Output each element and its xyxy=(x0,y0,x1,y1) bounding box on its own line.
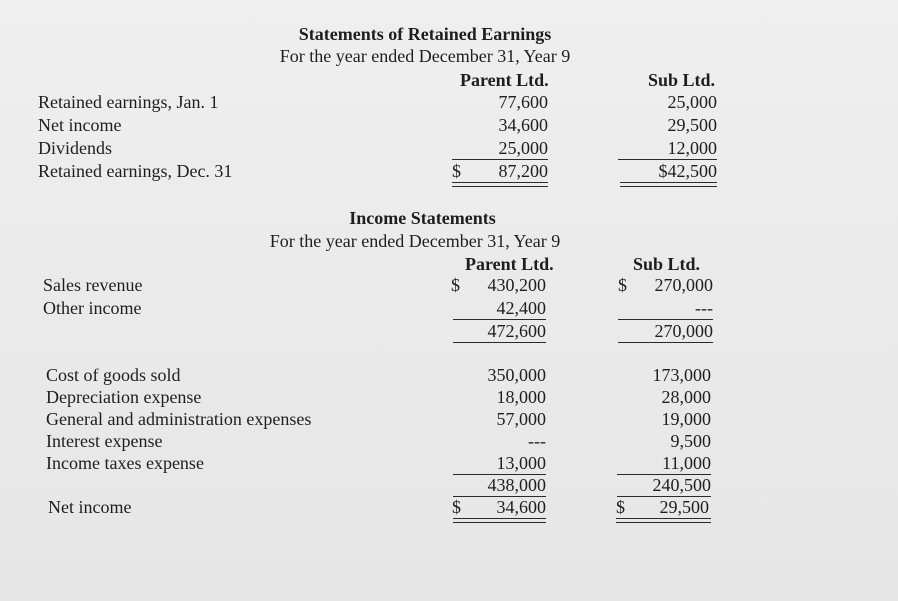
income-expense-label: Depreciation expense xyxy=(46,387,202,407)
income-expense-total-parent: 438,000 xyxy=(487,475,546,495)
income-col-parent: Parent Ltd. xyxy=(465,254,554,274)
income-net-income-parent: 34,600 xyxy=(496,497,546,517)
income-expense-sub: 11,000 xyxy=(662,453,711,473)
income-currency: $ xyxy=(616,497,625,517)
income-net-sub-double-underline xyxy=(616,518,711,523)
income-revenue-parent: 42,400 xyxy=(496,298,546,318)
income-expense-sub: 9,500 xyxy=(670,431,711,451)
income-revenue-sub: --- xyxy=(695,298,713,318)
retained-subtitle: For the year ended December 31, Year 9 xyxy=(279,46,571,66)
income-revenue-total-sub: 270,000 xyxy=(654,321,713,341)
income-expense-parent: --- xyxy=(528,431,546,451)
retained-row-sub: $42,500 xyxy=(658,161,717,181)
income-currency: $ xyxy=(618,275,627,295)
retained-row-label: Retained earnings, Dec. 31 xyxy=(38,161,233,181)
income-revenue-label: Other income xyxy=(43,298,142,318)
income-expense-label: General and administration expenses xyxy=(46,409,312,429)
retained-row-parent: 77,600 xyxy=(498,92,548,112)
retained-title: Statements of Retained Earnings xyxy=(298,24,552,44)
retained-row-parent: 87,200 xyxy=(498,161,548,181)
retained-sub-underline xyxy=(618,159,717,160)
income-expense-parent: 57,000 xyxy=(496,409,546,429)
retained-row-sub: 25,000 xyxy=(667,92,717,112)
income-expense-label: Cost of goods sold xyxy=(46,365,181,385)
income-revenue-parent: 430,200 xyxy=(487,275,546,295)
income-revenue-sub: 270,000 xyxy=(654,275,713,295)
income-expense-parent: 18,000 xyxy=(496,387,546,407)
retained-row-sub: 12,000 xyxy=(667,138,717,158)
retained-row-label: Net income xyxy=(38,115,122,135)
income-net-parent-double-underline xyxy=(453,518,546,523)
income-title: Income Statements xyxy=(349,208,496,228)
income-col-sub: Sub Ltd. xyxy=(633,254,701,274)
income-revenue-parent-underline xyxy=(453,319,546,320)
income-expense-label: Income taxes expense xyxy=(46,453,204,473)
income-revenue-total-parent-underline xyxy=(453,342,546,343)
retained-parent-double-underline xyxy=(452,182,548,187)
income-subtitle: For the year ended December 31, Year 9 xyxy=(269,231,561,251)
income-revenue-label: Sales revenue xyxy=(43,275,143,295)
retained-row-parent: 25,000 xyxy=(498,138,548,158)
income-currency: $ xyxy=(451,275,460,295)
income-expense-sub: 28,000 xyxy=(661,387,711,407)
income-expense-sub: 19,000 xyxy=(661,409,711,429)
income-revenue-total-sub-underline xyxy=(618,342,713,343)
retained-parent-underline xyxy=(452,159,548,160)
income-revenue-total-parent: 472,600 xyxy=(487,321,546,341)
income-expense-total-sub: 240,500 xyxy=(652,475,711,495)
retained-sub-double-underline xyxy=(620,182,717,187)
income-expense-sub: 173,000 xyxy=(652,365,711,385)
income-net-income-label: Net income xyxy=(48,497,132,517)
income-expense-parent: 13,000 xyxy=(496,453,546,473)
retained-col-sub: Sub Ltd. xyxy=(648,70,716,90)
income-revenue-sub-underline xyxy=(618,319,713,320)
retained-row-sub: 29,500 xyxy=(667,115,717,135)
income-expense-label: Interest expense xyxy=(46,431,163,451)
retained-currency: $ xyxy=(452,161,461,181)
retained-row-label: Retained earnings, Jan. 1 xyxy=(38,92,219,112)
retained-row-parent: 34,600 xyxy=(498,115,548,135)
income-net-income-sub: 29,500 xyxy=(659,497,709,517)
income-expense-parent: 350,000 xyxy=(487,365,546,385)
retained-col-parent: Parent Ltd. xyxy=(460,70,549,90)
income-currency: $ xyxy=(452,497,461,517)
retained-row-label: Dividends xyxy=(38,138,112,158)
